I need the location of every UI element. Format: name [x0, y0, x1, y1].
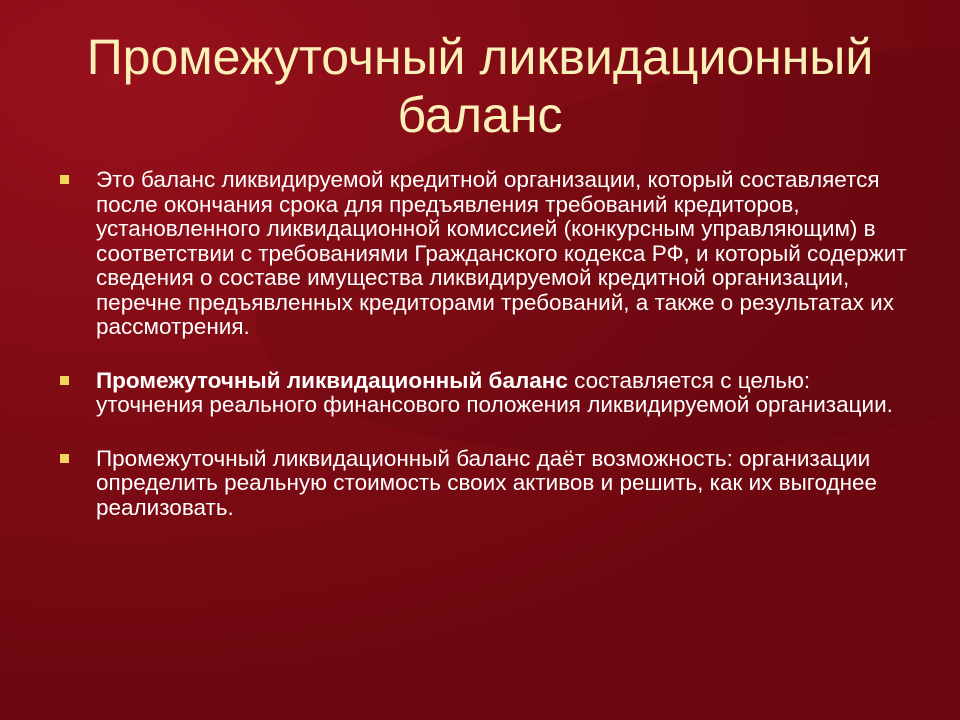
bullet-list — [60, 168, 920, 549]
slide-title-line-1: Промежуточный ликвидационный — [86, 29, 874, 85]
bullet-bold-term: Промежуточный ликвидационный баланс — [96, 367, 568, 393]
square-bullet-icon — [60, 175, 69, 184]
square-bullet-icon — [60, 376, 69, 385]
slide-title — [0, 28, 960, 144]
bullet-text: составляется с целью: уточнения реального финансового положения ликвидируемой организации. — [96, 367, 893, 417]
slide-title-line-2: баланс — [397, 87, 563, 143]
bullet-item-benefit — [60, 447, 920, 521]
bullet-text: Промежуточный ликвидационный баланс даёт возможность: организации определить реальную стоимость своих активов и решить, как их выгоднее реализовать. — [96, 445, 878, 520]
bullet-item-definition — [60, 168, 920, 340]
bullet-text: Это баланс ликвидируемой кредитной организации, который составляется после окончания срока для предъявления требований кредиторов, установленного ликвидационной комиссией (конкурсным управляющим) в соответствии с требованиями Гражданского кодекса РФ, и который содержит сведения о составе имущества ликвидируемой кредитной организации, перечне предъявленных кредиторами требований, а также о результатах их рассмотрения. — [96, 167, 907, 339]
bullet-item-purpose — [60, 369, 920, 418]
square-bullet-icon — [60, 454, 69, 463]
